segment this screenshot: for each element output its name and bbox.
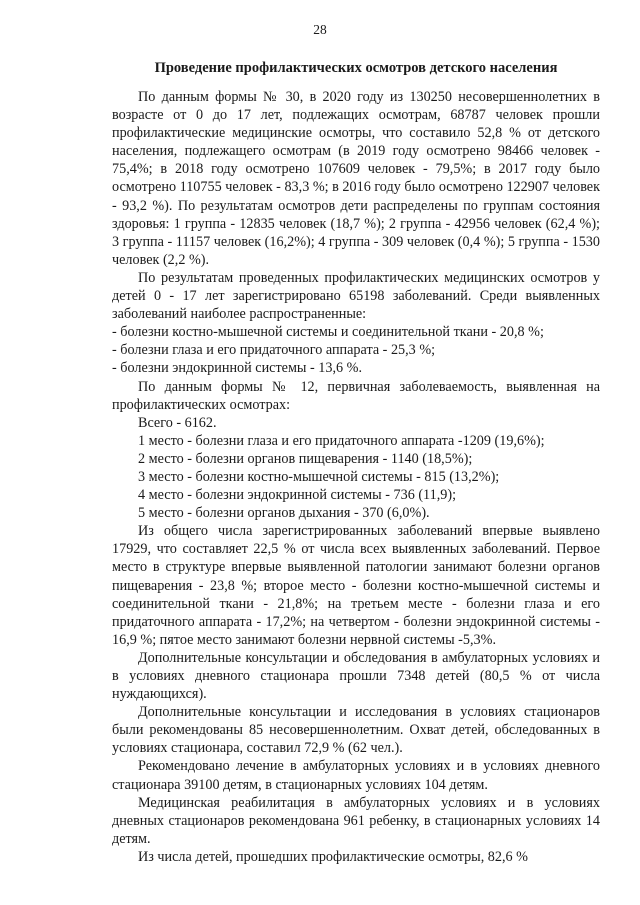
page-number: 28 [313,22,327,37]
list-item: 1 место - болезни глаза и его придаточного аппарата -1209 (19,6%); [138,432,545,449]
list-item: 5 место - болезни органов дыхания - 370 (6,0%). [138,505,430,522]
common-diseases-list [112,323,600,377]
list-item: - болезни эндокринной системы - 13,6 %. [112,360,363,377]
list-item: - болезни глаза и его придаточного аппарата - 25,3 %; [112,342,436,359]
list-item: 3 место - болезни костно-мышечной системы - 815 (13,2%); [138,468,500,485]
paragraph-rehabilitation: Медицинская реабилитация в амбулаторных условиях и в условиях дневных стационаров рекомендована 961 ребенку, в стационарных условиях 14 детям. [112,794,600,847]
paragraph-first-detected: Из общего числа зарегистрированных заболеваний впервые выявлено 17929, что составляет 22,5 % от числа всех выявленных заболеваний. Первое место в структуре впервые выявленной патологии занимают болезни органов пищеварения - 23,8 %; второе место - болезни костно-мышечной системы и соединительной ткани - 21,8%; на третьем месте - болезни глаза и его придаточного аппарата - 17,2%; на четвертом - болезни эндокринной системы - 16,9 %; пятое место занимают болезни нервной системы -5,3%. [112,523,600,648]
paragraph-screening-stats: По данным формы № 30, в 2020 году из 130250 несовершеннолетних в возрасте от 0 до 17 лет, подлежащих осмотрам, 68787 человек прошли профилактические медицинские осмотры, что составило 52,8 % от детского населения, подлежащего осмотрам (в 2019 году осмотрено 98466 человек - 75,4%; в 2018 году осмотрено 107609 человек - 79,5%; в 2017 году было осмотрено 110755 человек - 83,3 %; в 2016 году было осмотрено 122907 человек - 93,2 %). По результатам осмотров дети распределены по группам состояния здоровья: 1 группа - 12835 человек (18,7 %); 2 группа - 42956 человек (62,4 %); 3 группа - 11157 человек (16,2%); 4 группа - 309 человек (0,4 %); 5 группа - 1530 человек (2,2 %). [112,89,600,268]
paragraph-final: Из числа детей, прошедших профилактические осмотры, 82,6 % [138,848,529,865]
list-item: 2 место - болезни органов пищеварения - 1140 (18,5%); [138,450,473,467]
list-item: - болезни костно-мышечной системы и соединительной ткани - 20,8 %; [112,324,544,341]
paragraph-form12: По данным формы № 12, первичная заболеваемость, выявленная на профилактических осмотрах: [112,378,600,413]
list-item: 4 место - болезни эндокринной системы - 736 (11,9); [138,487,457,504]
paragraph-inpatient-consults: Дополнительные консультации и исследования в условиях стационаров были рекомендованы 85 несовершеннолетним. Охват детей, обследованных в условиях стационара, составил 72,9 % (62 чел.). [112,704,600,757]
list-item: Всего - 6162. [138,414,217,431]
primary-incidence-list [112,414,600,523]
section-title: Проведение профилактических осмотров детского населения [154,60,558,76]
paragraph-treatment: Рекомендовано лечение в амбулаторных условиях и в условиях дневного стационара 39100 детям, в стационарных условиях 104 детям. [112,758,600,793]
document-body [112,88,600,866]
paragraph-diseases-registered: По результатам проведенных профилактических медицинских осмотров у детей 0 - 17 лет зарегистрировано 65198 заболеваний. Среди выявленных заболеваний наиболее распространенные: [112,269,600,323]
paragraph-outpatient-consults: Дополнительные консультации и обследования в амбулаторных условиях и в условиях дневного стационара прошли 7348 детей (80,5 % от числа нуждающихся). [112,649,600,703]
